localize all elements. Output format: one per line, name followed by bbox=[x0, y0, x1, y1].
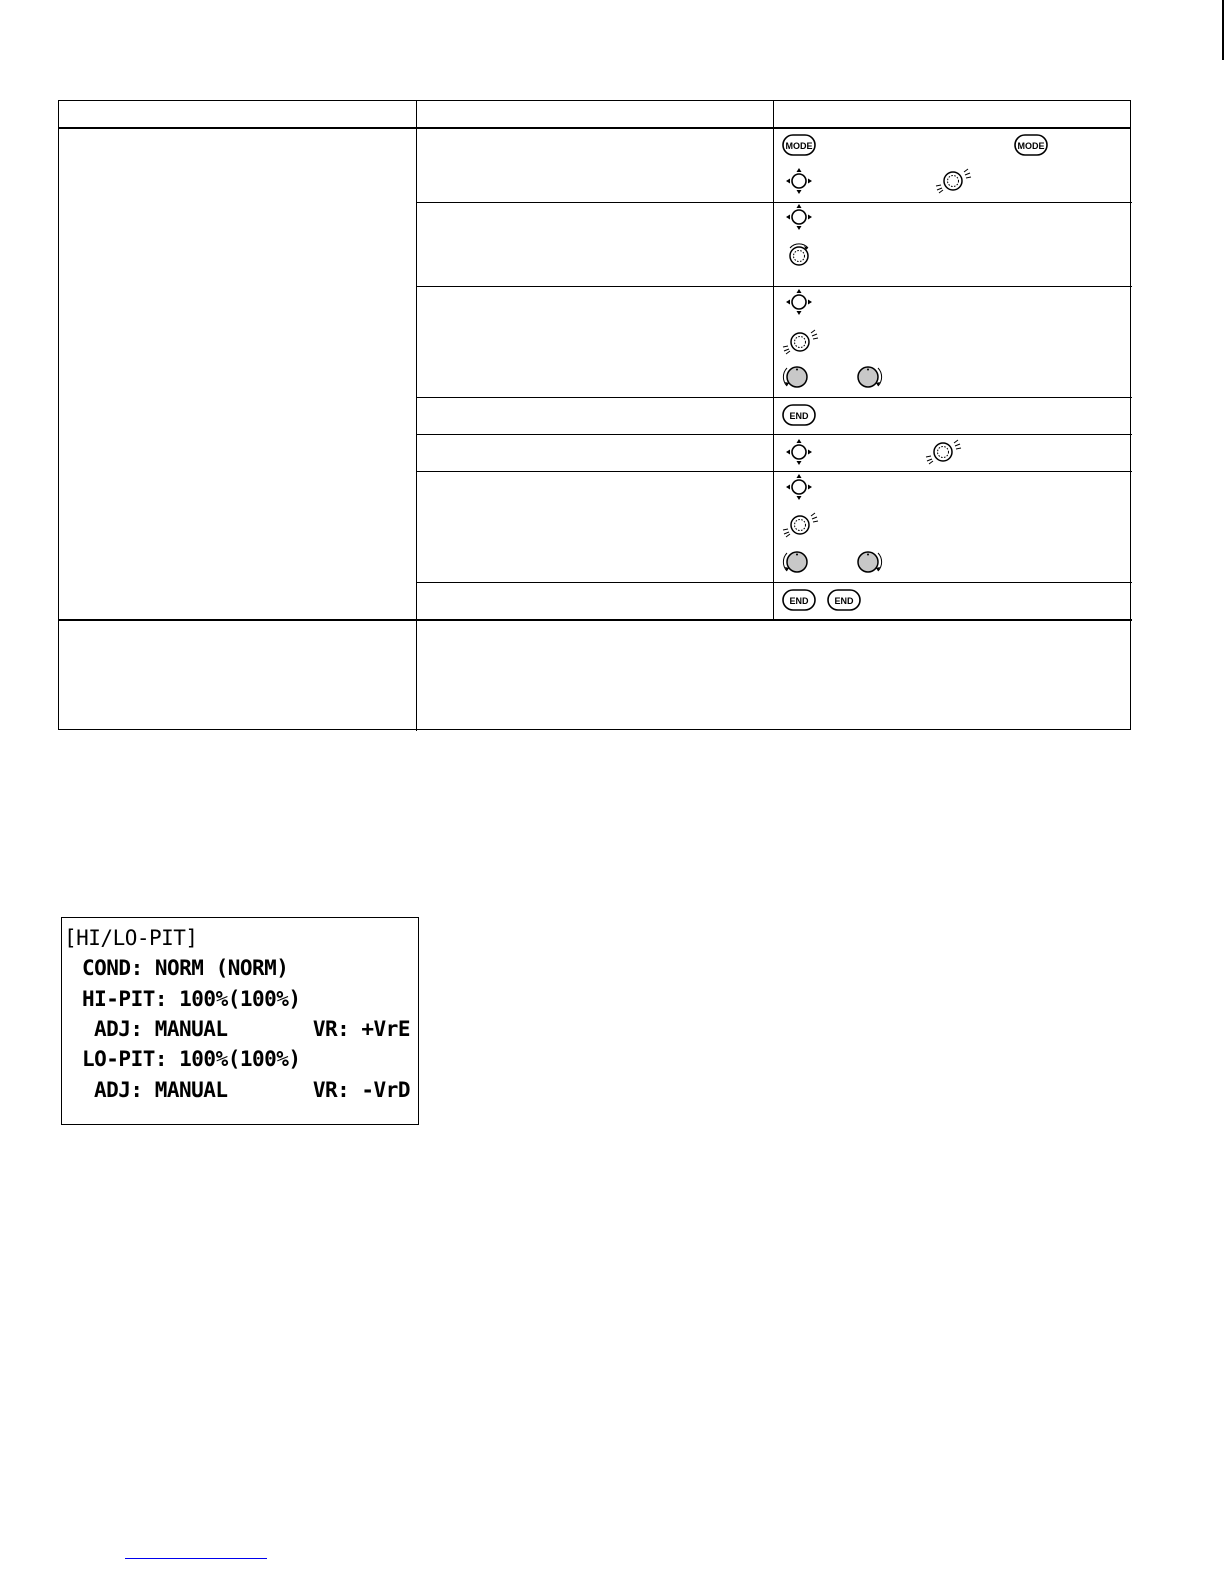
dial-turn-icon bbox=[784, 240, 814, 270]
lcd-condition: COND: NORM (NORM) bbox=[82, 956, 289, 980]
cursor-pad-icon bbox=[784, 202, 814, 232]
mode-key-icon bbox=[782, 134, 816, 156]
lcd-title: [HI/LO-PIT] bbox=[64, 926, 198, 950]
procedure-table bbox=[58, 100, 1131, 730]
row-divider bbox=[416, 202, 1132, 203]
cursor-pad-icon bbox=[784, 166, 814, 196]
dial-press-icon bbox=[923, 437, 963, 467]
lcd-lo-pitch: LO-PIT: 100%(100%) bbox=[82, 1047, 301, 1071]
end-key-icon bbox=[827, 589, 861, 611]
row-divider bbox=[416, 286, 1132, 287]
cursor-pad-icon bbox=[784, 472, 814, 502]
lcd-hi-vr: VR: +VrE bbox=[312, 1017, 410, 1041]
column-divider-1 bbox=[416, 101, 417, 731]
mode-key-label: MODE bbox=[785, 141, 813, 151]
dial-press-icon bbox=[780, 327, 820, 357]
lcd-lo-vr: VR: -VrD bbox=[312, 1078, 410, 1102]
column-divider-2 bbox=[773, 101, 774, 620]
mode-key-label: MODE bbox=[1017, 141, 1045, 151]
knob-turn-left-icon bbox=[781, 362, 811, 392]
lcd-screen bbox=[61, 917, 419, 1125]
row-divider bbox=[416, 582, 1132, 583]
knob-turn-right-icon bbox=[854, 362, 884, 392]
end-key-icon bbox=[782, 404, 816, 426]
row-divider bbox=[416, 397, 1132, 398]
lcd-lo-adjust: ADJ: MANUAL bbox=[94, 1078, 228, 1102]
dial-press-icon bbox=[780, 510, 820, 540]
table-header-row bbox=[59, 101, 1130, 129]
lcd-hi-pitch: HI-PIT: 100%(100%) bbox=[82, 987, 301, 1011]
dial-press-icon bbox=[933, 166, 973, 196]
footer-link-underline[interactable] bbox=[125, 1558, 267, 1559]
end-key-icon bbox=[782, 589, 816, 611]
end-key-label: END bbox=[834, 596, 854, 606]
mode-key-icon bbox=[1014, 134, 1048, 156]
cursor-pad-icon bbox=[784, 437, 814, 467]
end-key-label: END bbox=[789, 596, 809, 606]
knob-turn-left-icon bbox=[781, 547, 811, 577]
knob-turn-right-icon bbox=[854, 547, 884, 577]
cursor-pad-icon bbox=[784, 287, 814, 317]
row-divider bbox=[416, 434, 1132, 435]
lcd-hi-adjust: ADJ: MANUAL bbox=[94, 1017, 228, 1041]
section-divider bbox=[59, 619, 1132, 621]
end-key-label: END bbox=[789, 411, 809, 421]
row-divider bbox=[416, 471, 1132, 472]
